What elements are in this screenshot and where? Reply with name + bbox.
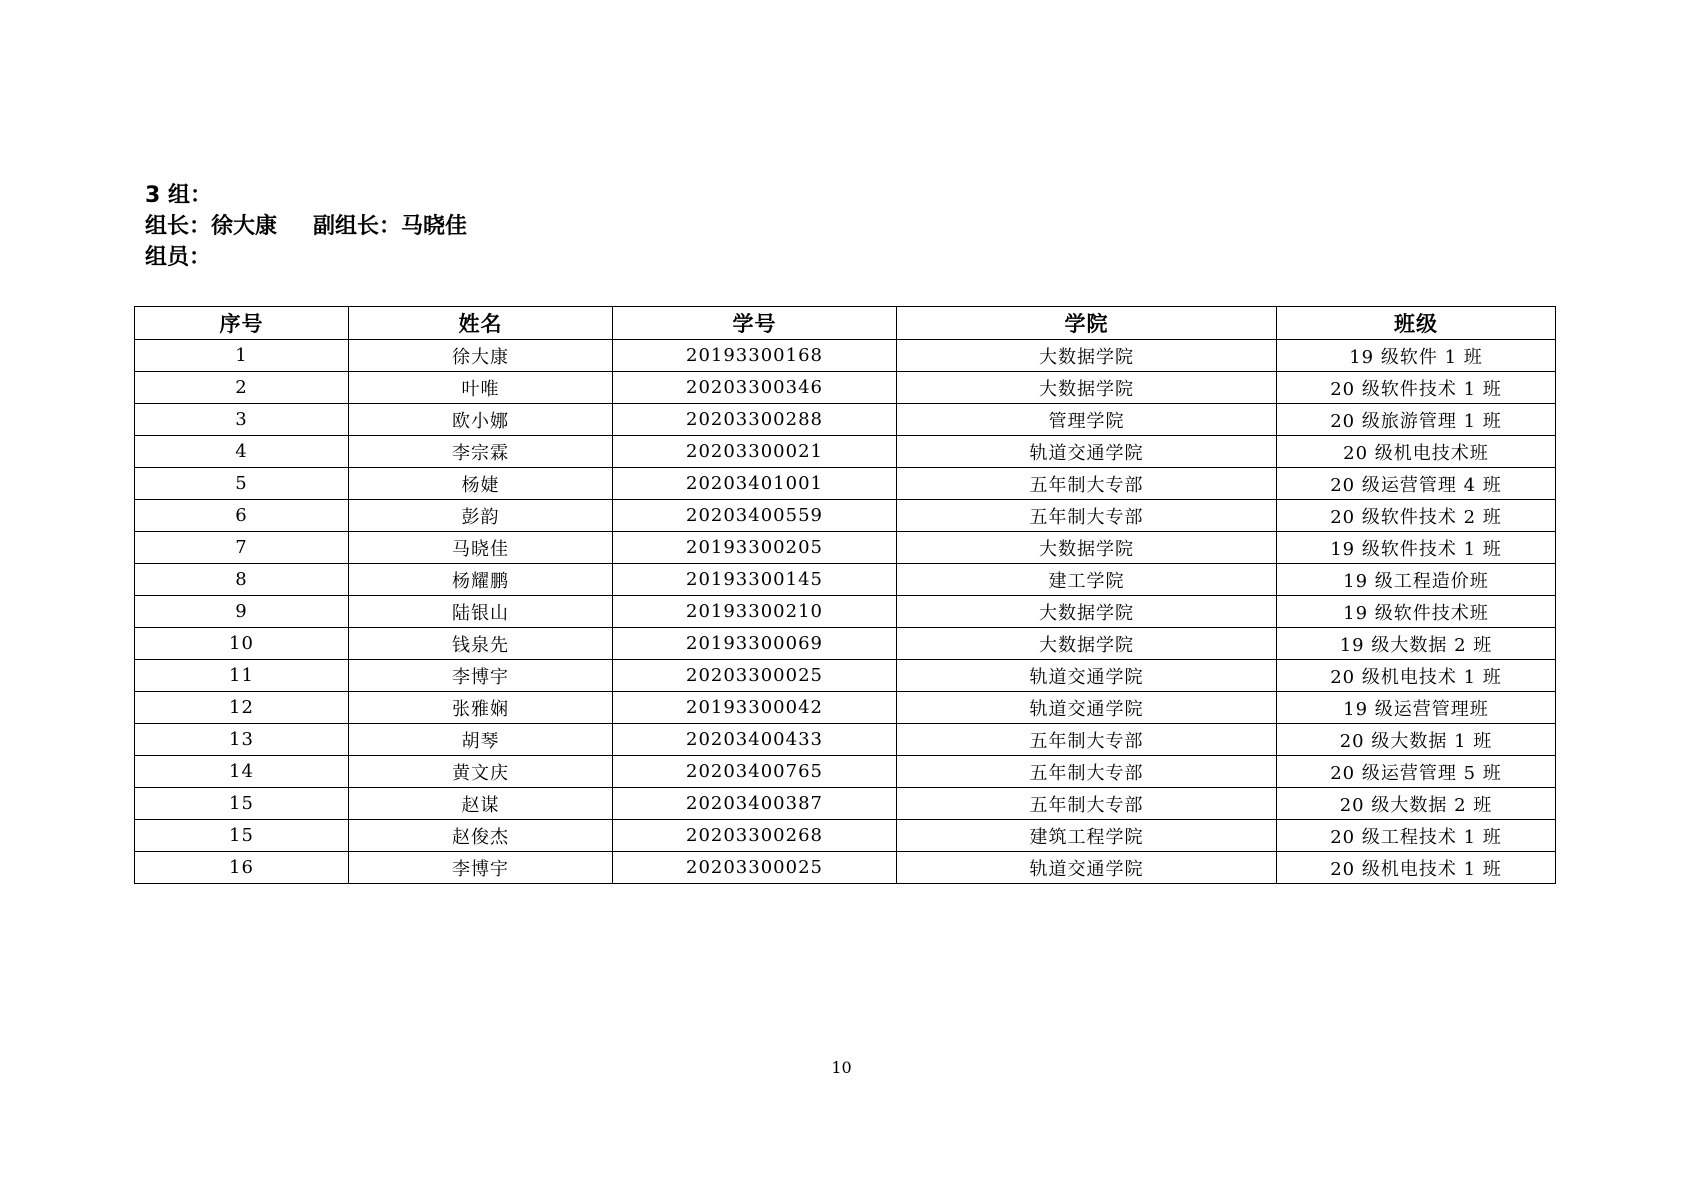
cell-name: 李博宇 [349,660,613,692]
cell-class: 20 级机电技术 1 班 [1277,852,1556,884]
deputy-label: 副组长： [313,214,402,239]
table-row [135,404,1556,436]
cell-student-id: 20203300268 [613,820,897,852]
cell-student-id: 20193300069 [613,628,897,660]
cell-class: 19 级大数据 2 班 [1277,628,1556,660]
cell-college: 轨道交通学院 [897,852,1277,884]
cell-student-id: 20203400559 [613,500,897,532]
cell-class: 20 级机电技术 1 班 [1277,660,1556,692]
cell-student-id: 20203300025 [613,852,897,884]
table-row [135,820,1556,852]
cell-name: 赵俊杰 [349,820,613,852]
cell-name: 钱泉先 [349,628,613,660]
cell-college: 管理学院 [897,404,1277,436]
cell-college: 五年制大专部 [897,788,1277,820]
cell-name: 叶唯 [349,372,613,404]
table-row [135,724,1556,756]
cell-student-id: 20203401001 [613,468,897,500]
cell-student-id: 20203300288 [613,404,897,436]
table-row [135,852,1556,884]
deputy-name: 马晓佳 [401,214,468,239]
cell-class: 19 级软件技术班 [1277,596,1556,628]
table-row [135,372,1556,404]
table-row [135,564,1556,596]
table-row [135,692,1556,724]
cell-class: 20 级机电技术班 [1277,436,1556,468]
group-title: 3 组： [145,183,212,208]
table-row [135,596,1556,628]
cell-index: 9 [135,596,349,628]
cell-student-id: 20193300042 [613,692,897,724]
cell-college: 大数据学院 [897,372,1277,404]
cell-class: 20 级软件技术 1 班 [1277,372,1556,404]
cell-index: 16 [135,852,349,884]
cell-name: 彭韵 [349,500,613,532]
table-row [135,532,1556,564]
table-row [135,756,1556,788]
cell-class: 20 级大数据 1 班 [1277,724,1556,756]
cell-index: 5 [135,468,349,500]
cell-student-id: 20203400433 [613,724,897,756]
leader-name: 徐大康 [211,214,278,239]
cell-college: 五年制大专部 [897,724,1277,756]
cell-name: 欧小娜 [349,404,613,436]
table-body [135,340,1556,884]
group-header [145,180,467,273]
cell-name: 杨耀鹏 [349,564,613,596]
table-row [135,628,1556,660]
group-leaders-line [145,211,467,242]
table-row [135,500,1556,532]
cell-college: 轨道交通学院 [897,436,1277,468]
cell-college: 建工学院 [897,564,1277,596]
cell-college: 五年制大专部 [897,756,1277,788]
cell-index: 10 [135,628,349,660]
cell-name: 陆银山 [349,596,613,628]
cell-index: 14 [135,756,349,788]
header-college: 学院 [897,307,1277,340]
cell-index: 15 [135,820,349,852]
cell-class: 19 级运营管理班 [1277,692,1556,724]
cell-index: 4 [135,436,349,468]
table-row [135,340,1556,372]
cell-index: 15 [135,788,349,820]
cell-name: 黄文庆 [349,756,613,788]
cell-college: 五年制大专部 [897,468,1277,500]
cell-name: 李博宇 [349,852,613,884]
table-header-row [135,307,1556,340]
leader-label: 组长： [145,214,212,239]
cell-class: 19 级软件 1 班 [1277,340,1556,372]
cell-index: 12 [135,692,349,724]
cell-index: 13 [135,724,349,756]
cell-student-id: 20193300145 [613,564,897,596]
cell-class: 20 级软件技术 2 班 [1277,500,1556,532]
cell-class: 20 级旅游管理 1 班 [1277,404,1556,436]
cell-college: 大数据学院 [897,628,1277,660]
cell-college: 轨道交通学院 [897,692,1277,724]
cell-college: 轨道交通学院 [897,660,1277,692]
cell-name: 胡琴 [349,724,613,756]
table-row [135,436,1556,468]
cell-student-id: 20203400765 [613,756,897,788]
cell-name: 张雅娴 [349,692,613,724]
members-label: 组员： [145,245,212,270]
table-row [135,468,1556,500]
cell-college: 大数据学院 [897,532,1277,564]
cell-college: 建筑工程学院 [897,820,1277,852]
cell-class: 19 级工程造价班 [1277,564,1556,596]
cell-college: 五年制大专部 [897,500,1277,532]
cell-class: 20 级工程技术 1 班 [1277,820,1556,852]
cell-index: 1 [135,340,349,372]
header-student-id: 学号 [613,307,897,340]
cell-index: 2 [135,372,349,404]
cell-student-id: 20203300025 [613,660,897,692]
page-number: 10 [831,1058,852,1077]
cell-college: 大数据学院 [897,596,1277,628]
header-class: 班级 [1277,307,1556,340]
table-row [135,788,1556,820]
cell-index: 7 [135,532,349,564]
cell-student-id: 20203300021 [613,436,897,468]
cell-class: 20 级大数据 2 班 [1277,788,1556,820]
cell-college: 大数据学院 [897,340,1277,372]
member-table [134,306,1556,884]
cell-name: 李宗霖 [349,436,613,468]
cell-class: 20 级运营管理 4 班 [1277,468,1556,500]
header-index: 序号 [135,307,349,340]
header-name: 姓名 [349,307,613,340]
cell-student-id: 20203400387 [613,788,897,820]
cell-name: 赵谋 [349,788,613,820]
cell-name: 杨婕 [349,468,613,500]
cell-name: 徐大康 [349,340,613,372]
cell-name: 马晓佳 [349,532,613,564]
cell-index: 11 [135,660,349,692]
table-row [135,660,1556,692]
cell-index: 3 [135,404,349,436]
cell-class: 20 级运营管理 5 班 [1277,756,1556,788]
cell-student-id: 20193300205 [613,532,897,564]
cell-student-id: 20193300168 [613,340,897,372]
cell-student-id: 20193300210 [613,596,897,628]
cell-index: 6 [135,500,349,532]
cell-class: 19 级软件技术 1 班 [1277,532,1556,564]
cell-index: 8 [135,564,349,596]
cell-student-id: 20203300346 [613,372,897,404]
